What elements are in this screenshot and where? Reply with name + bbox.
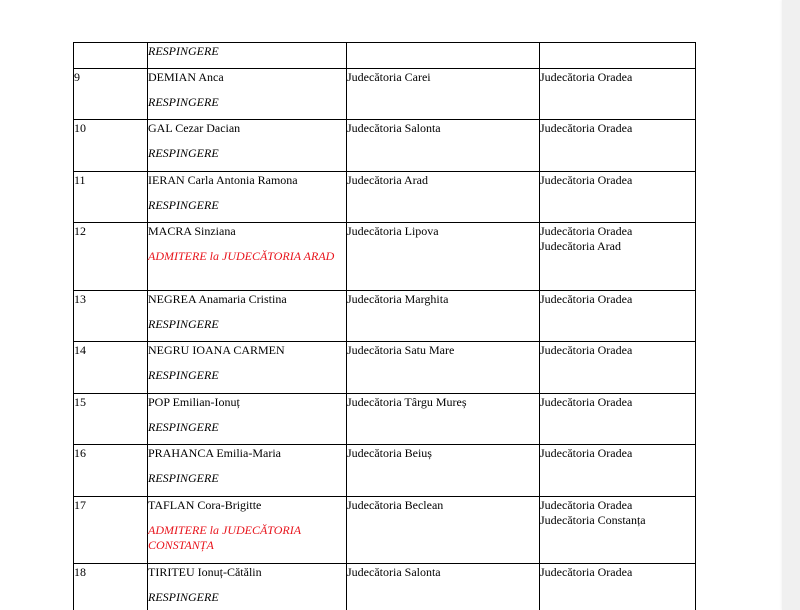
current-court: Judecătoria Arad: [347, 172, 540, 223]
candidate-name: DEMIAN Anca: [148, 70, 224, 84]
candidate-name: POP Emilian-Ionuț: [148, 395, 240, 409]
requested-court: Judecătoria Oradea: [540, 343, 633, 357]
requested-court: Judecătoria Arad: [540, 239, 621, 253]
candidate-name: GAL Cezar Dacian: [148, 121, 241, 135]
result-rejected: RESPINGERE: [148, 95, 219, 109]
result-admitted: ADMITERE la JUDECĂTORIA ARAD: [148, 249, 335, 263]
table-row: [74, 223, 696, 291]
requested-courts: [540, 394, 696, 445]
current-court: Judecătoria Marghita: [347, 291, 540, 342]
row-number: 14: [74, 342, 148, 394]
candidate-name: TIRITEU Ionuț-Cătălin: [148, 565, 262, 579]
candidate-cell: [148, 172, 347, 223]
result-rejected: RESPINGERE: [148, 317, 219, 331]
table-row: [74, 497, 696, 564]
candidate-cell: [148, 223, 347, 291]
current-court: Judecătoria Beiuș: [347, 445, 540, 497]
table-row: [74, 43, 696, 69]
requested-court: Judecătoria Oradea: [540, 292, 633, 306]
requested-court: Judecătoria Oradea: [540, 70, 633, 84]
candidate-cell: [148, 497, 347, 564]
table-row: [74, 342, 696, 394]
requested-courts: [540, 564, 696, 610]
candidate-cell: [148, 342, 347, 394]
result-rejected: RESPINGERE: [148, 44, 219, 58]
candidate-name: TAFLAN Cora-Brigitte: [148, 498, 262, 512]
requested-court: Judecătoria Oradea: [540, 224, 633, 238]
requested-courts: [540, 43, 696, 69]
row-number: 16: [74, 445, 148, 497]
table-row: [74, 291, 696, 342]
result-admitted: ADMITERE la JUDECĂTORIA CONSTANȚA: [148, 523, 301, 552]
requested-court: Judecătoria Oradea: [540, 173, 633, 187]
candidate-name: IERAN Carla Antonia Ramona: [148, 173, 298, 187]
row-number: 15: [74, 394, 148, 445]
candidate-cell: [148, 394, 347, 445]
requested-courts: [540, 291, 696, 342]
requested-courts: [540, 223, 696, 291]
row-number: 18: [74, 564, 148, 610]
row-number: [74, 43, 148, 69]
row-number: 13: [74, 291, 148, 342]
row-number: 10: [74, 120, 148, 172]
current-court: Judecătoria Târgu Mureș: [347, 394, 540, 445]
candidate-name: PRAHANCA Emilia-Maria: [148, 446, 281, 460]
table-row: [74, 69, 696, 120]
table-row: [74, 394, 696, 445]
current-court: Judecătoria Salonta: [347, 120, 540, 172]
requested-court: Judecătoria Oradea: [540, 395, 633, 409]
requested-court: Judecătoria Oradea: [540, 121, 633, 135]
row-number: 11: [74, 172, 148, 223]
current-court: [347, 43, 540, 69]
table-row: [74, 120, 696, 172]
candidate-name: MACRA Sinziana: [148, 224, 236, 238]
result-rejected: RESPINGERE: [148, 368, 219, 382]
candidate-cell: [148, 120, 347, 172]
result-rejected: RESPINGERE: [148, 420, 219, 434]
candidate-cell: [148, 291, 347, 342]
requested-courts: [540, 120, 696, 172]
requested-court: Judecătoria Oradea: [540, 565, 633, 579]
requested-courts: [540, 69, 696, 120]
candidate-cell: [148, 445, 347, 497]
result-rejected: RESPINGERE: [148, 146, 219, 160]
table-row: [74, 172, 696, 223]
requested-court: Judecătoria Constanța: [540, 513, 646, 527]
requested-court: Judecătoria Oradea: [540, 446, 633, 460]
current-court: Judecătoria Satu Mare: [347, 342, 540, 394]
results-table-body: [74, 43, 696, 610]
table-row: [74, 564, 696, 610]
current-court: Judecătoria Salonta: [347, 564, 540, 610]
row-number: 12: [74, 223, 148, 291]
candidate-name: NEGRU IOANA CARMEN: [148, 343, 285, 357]
candidate-cell: [148, 43, 347, 69]
scrollbar-gutter[interactable]: [782, 0, 800, 610]
requested-courts: [540, 172, 696, 223]
candidate-cell: [148, 69, 347, 120]
requested-court: Judecătoria Oradea: [540, 498, 633, 512]
result-rejected: RESPINGERE: [148, 590, 219, 604]
result-rejected: RESPINGERE: [148, 471, 219, 485]
current-court: Judecătoria Lipova: [347, 223, 540, 291]
requested-courts: [540, 497, 696, 564]
table-row: [74, 445, 696, 497]
candidate-cell: [148, 564, 347, 610]
requested-courts: [540, 445, 696, 497]
row-number: 9: [74, 69, 148, 120]
results-table: [73, 42, 696, 610]
requested-courts: [540, 342, 696, 394]
row-number: 17: [74, 497, 148, 564]
current-court: Judecătoria Beclean: [347, 497, 540, 564]
result-rejected: RESPINGERE: [148, 198, 219, 212]
candidate-name: NEGREA Anamaria Cristina: [148, 292, 287, 306]
current-court: Judecătoria Carei: [347, 69, 540, 120]
